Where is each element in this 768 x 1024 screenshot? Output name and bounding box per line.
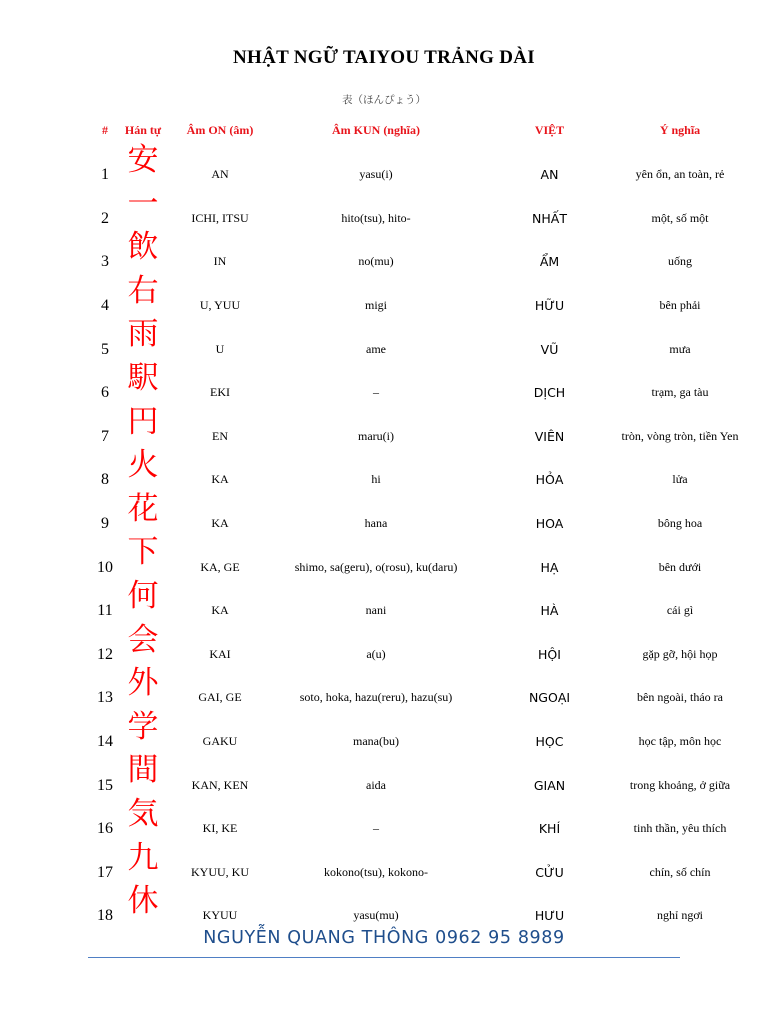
table-row xyxy=(0,490,768,546)
row-number: 2 xyxy=(101,209,109,227)
on-reading: KA, GE xyxy=(200,559,240,574)
kanji-character: 一 xyxy=(127,185,159,222)
page-title: NHẬT NGỮ TAIYOU TRẢNG DÀI xyxy=(232,47,536,68)
on-reading: KI, KE xyxy=(202,821,238,836)
sino-vietnamese: NHẤT xyxy=(532,210,567,226)
kun-reading: hito(tsu), hito- xyxy=(341,210,411,225)
kanji-character: 火 xyxy=(127,447,159,484)
kanji-character: 会 xyxy=(127,621,159,658)
row-number: 10 xyxy=(97,558,113,576)
meaning: bông hoa xyxy=(657,516,703,531)
row-number: 13 xyxy=(97,689,113,707)
on-reading: GAI, GE xyxy=(198,690,242,705)
kanji-character: 花 xyxy=(127,490,159,527)
sino-vietnamese: VIÊN xyxy=(534,428,565,444)
meaning: cái gì xyxy=(666,603,694,618)
sino-vietnamese: DỊCH xyxy=(533,385,566,401)
on-reading: EKI xyxy=(210,385,230,400)
kun-reading: – xyxy=(373,385,379,400)
sino-vietnamese: HOA xyxy=(535,516,564,532)
on-reading: EN xyxy=(212,428,228,443)
table-row xyxy=(0,665,768,720)
on-reading: GAKU xyxy=(202,734,238,749)
row-number: 12 xyxy=(97,645,113,663)
page-subtitle: 表（ほんぴょう） xyxy=(342,94,426,106)
table-row xyxy=(0,142,768,197)
header-kanji: Hán tự xyxy=(124,123,162,137)
row-number: 14 xyxy=(97,733,113,751)
kun-reading: – xyxy=(373,821,379,836)
row-number: 6 xyxy=(101,384,109,402)
table-row xyxy=(0,577,768,633)
on-reading: U xyxy=(215,341,225,356)
on-reading: AN xyxy=(211,167,229,182)
table-row xyxy=(0,316,768,371)
header-kun: Âm KUN (nghĩa) xyxy=(331,123,420,137)
sino-vietnamese: HẠ xyxy=(540,559,559,575)
meaning: lửa xyxy=(672,472,688,487)
sino-vietnamese: HƯU xyxy=(534,908,565,924)
meaning: uống xyxy=(668,254,692,269)
kanji-character: 間 xyxy=(127,752,159,789)
row-number: 16 xyxy=(97,820,113,838)
meaning: học tập, môn học xyxy=(638,734,722,749)
row-number: 11 xyxy=(97,602,113,620)
sino-vietnamese: AN xyxy=(540,167,559,183)
kun-reading: kokono(tsu), kokono- xyxy=(324,864,428,879)
sino-vietnamese: KHÍ xyxy=(538,821,561,837)
on-reading: KYUU xyxy=(202,908,238,923)
row-number: 9 xyxy=(101,515,109,533)
kanji-character: 学 xyxy=(127,708,159,745)
table-row xyxy=(0,272,768,328)
row-number: 17 xyxy=(97,863,113,881)
kanji-character: 休 xyxy=(127,883,159,920)
table-row xyxy=(0,621,768,677)
header-viet: VIỆT xyxy=(534,123,565,137)
row-number: 4 xyxy=(101,297,109,315)
table-row xyxy=(0,708,768,764)
kun-reading: shimo, sa(geru), o(rosu), ku(daru) xyxy=(294,559,458,574)
meaning: trạm, ga tàu xyxy=(651,385,709,400)
table-row xyxy=(0,359,768,415)
sino-vietnamese: HỘI xyxy=(538,646,561,662)
kun-reading: yasu(i) xyxy=(359,167,393,182)
row-number: 8 xyxy=(101,471,109,489)
kun-reading: yasu(mu) xyxy=(353,908,399,923)
row-number: 18 xyxy=(97,907,113,925)
kun-reading: migi xyxy=(364,298,387,313)
kanji-character: 飲 xyxy=(127,229,159,266)
meaning: một, số một xyxy=(651,210,709,225)
on-reading: KA xyxy=(211,603,229,618)
kanji-character: 右 xyxy=(127,272,159,309)
sino-vietnamese: CỬU xyxy=(535,864,564,880)
kanji-character: 円 xyxy=(127,403,159,440)
footer-contact: NGUYỄN QUANG THÔNG 0962 95 8989 xyxy=(203,928,565,948)
kun-reading: soto, hoka, hazu(reru), hazu(su) xyxy=(299,690,453,705)
table-row xyxy=(0,185,768,241)
row-number: 1 xyxy=(101,166,109,184)
table-row xyxy=(0,795,768,851)
kun-reading: hi xyxy=(371,472,381,487)
table-row xyxy=(0,447,768,502)
kanji-character: 何 xyxy=(127,577,159,614)
table-row xyxy=(0,534,768,589)
kun-reading: ame xyxy=(366,341,386,356)
sino-vietnamese: VŨ xyxy=(540,341,559,357)
meaning: tròn, vòng tròn, tiền Yen xyxy=(621,428,739,443)
meaning: bên dưới xyxy=(658,559,702,574)
sino-vietnamese: HỮU xyxy=(534,298,565,314)
meaning: gặp gỡ, hội họp xyxy=(642,646,718,661)
kanji-character: 外 xyxy=(127,665,159,702)
kanji-character: 下 xyxy=(127,534,159,571)
on-reading: KA xyxy=(211,516,229,531)
kanji-character: 九 xyxy=(127,839,159,876)
table-row xyxy=(0,229,768,284)
sino-vietnamese: GIAN xyxy=(533,777,566,793)
meaning: nghỉ ngơi xyxy=(656,908,703,923)
row-number: 7 xyxy=(101,427,109,445)
row-number: 3 xyxy=(101,253,109,271)
kanji-character: 安 xyxy=(127,142,159,178)
kun-reading: nani xyxy=(365,603,387,618)
kanji-character: 雨 xyxy=(127,316,159,353)
sino-vietnamese: HỎA xyxy=(535,472,564,488)
table-row xyxy=(0,403,768,459)
meaning: bên ngoài, tháo ra xyxy=(637,690,723,705)
on-reading: ICHI, ITSU xyxy=(191,210,249,225)
meaning: bên phải xyxy=(659,298,701,313)
sino-vietnamese: NGOẠI xyxy=(528,690,571,706)
on-reading: KA xyxy=(211,472,229,487)
row-number: 15 xyxy=(97,776,113,794)
kanji-character: 気 xyxy=(127,795,159,832)
kun-reading: aida xyxy=(366,777,386,792)
row-number: 5 xyxy=(101,340,109,358)
meaning: trong khoảng, ở giữa xyxy=(629,777,731,792)
kun-reading: a(u) xyxy=(366,646,386,661)
meaning: yên ổn, an toàn, rẻ xyxy=(635,167,725,182)
kun-reading: maru(i) xyxy=(358,428,394,443)
kun-reading: no(mu) xyxy=(358,254,394,269)
kun-reading: hana xyxy=(364,516,388,531)
header-num: # xyxy=(102,123,108,137)
header-meaning: Ý nghĩa xyxy=(659,123,701,137)
on-reading: IN xyxy=(213,254,227,269)
meaning: tinh thần, yêu thích xyxy=(633,821,727,836)
kanji-table xyxy=(0,142,768,938)
on-reading: KYUU, KU xyxy=(191,864,249,879)
on-reading: U, YUU xyxy=(199,298,241,313)
sino-vietnamese: ẨM xyxy=(539,254,560,270)
table-row xyxy=(0,839,768,895)
sino-vietnamese: HÀ xyxy=(540,603,559,619)
table-header xyxy=(0,123,768,141)
on-reading: KAN, KEN xyxy=(191,777,249,792)
on-reading: KAI xyxy=(209,646,231,661)
footer-divider xyxy=(88,957,680,958)
meaning: mưa xyxy=(669,341,691,356)
kanji-character: 駅 xyxy=(127,359,159,396)
kun-reading: mana(bu) xyxy=(353,734,399,749)
meaning: chín, số chín xyxy=(649,864,711,879)
table-row xyxy=(0,752,768,807)
header-on: Âm ON (âm) xyxy=(186,123,254,137)
sino-vietnamese: HỌC xyxy=(535,734,564,750)
